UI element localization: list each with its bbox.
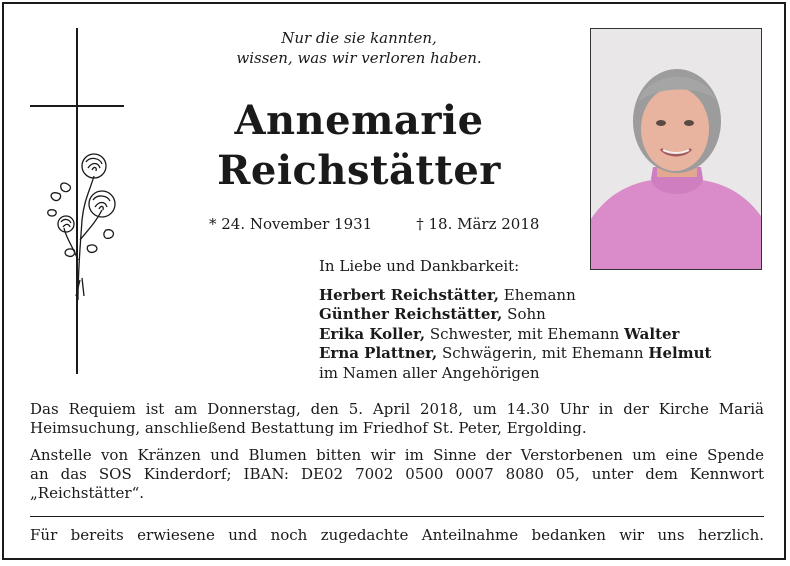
mourner-relation: Schwester, mit Ehemann [425,324,625,343]
deceased-last-name: Reichstätter [217,147,501,194]
mourner-line [319,344,711,364]
thanks-text: Für bereits erwiesene und noch zugedachte Anteilnahme bedanken wir uns herzlich. [30,526,764,544]
divider-line [30,516,764,517]
mourners-block [319,257,711,383]
life-dates [209,214,539,234]
mourner-name: Erna Plattner, [319,344,438,362]
mourner-relation: Schwägerin, mit Ehemann [437,344,649,362]
mourner-relation: Sohn [502,305,546,323]
quote-line-1: Nur die sie kannten, [281,29,437,47]
cross-horizontal-bar [30,105,124,107]
mourner-line [319,286,711,306]
mourner-relation: Ehemann [498,285,576,304]
obituary-notice [2,2,786,560]
mourner-line [319,325,711,345]
portrait-photo [590,28,762,270]
mourner-line [319,305,711,325]
deceased-first-name: Annemarie [234,97,484,144]
birth-date: * 24. November 1931 [209,215,373,233]
donation-paragraph [30,446,764,503]
requiem-paragraph [30,400,764,438]
deceased-name [164,96,554,196]
donation-line-3: „Reichstätter“. [30,484,145,502]
mourners-intro: In Liebe und Dankbarkeit: [319,257,520,275]
mourner-name: Erika Koller, [319,324,426,343]
quote-line-2: wissen, was wir verloren haben. [236,49,482,67]
mourner-partner: Walter [624,324,680,343]
mourners-closing: im Namen aller Angehörigen [319,363,540,382]
requiem-line-1: Das Requiem ist am Donnerstag, den 5. April 2018, um 14.30 Uhr in der Kirche Mariä [30,400,764,418]
roses-icon [44,150,124,300]
donation-line-1: Anstelle von Kränzen und Blumen bitten wir im Sinne der Verstorbenen um eine Spende [30,446,764,464]
memorial-quote [164,28,554,68]
portrait-photo-icon [591,29,762,270]
death-date: † 18. März 2018 [416,215,540,233]
donation-line-2: an das SOS Kinderdorf; IBAN: DE02 7002 0500 0007 8080 05, unter dem Kennwort [30,465,764,483]
mourner-name: Herbert Reichstätter, [319,285,499,304]
mourner-name: Günther Reichstätter, [319,305,503,323]
mourner-partner: Helmut [648,344,712,362]
requiem-line-2: Heimsuchung, anschließend Bestattung im Friedhof St. Peter, Ergolding. [30,419,587,437]
